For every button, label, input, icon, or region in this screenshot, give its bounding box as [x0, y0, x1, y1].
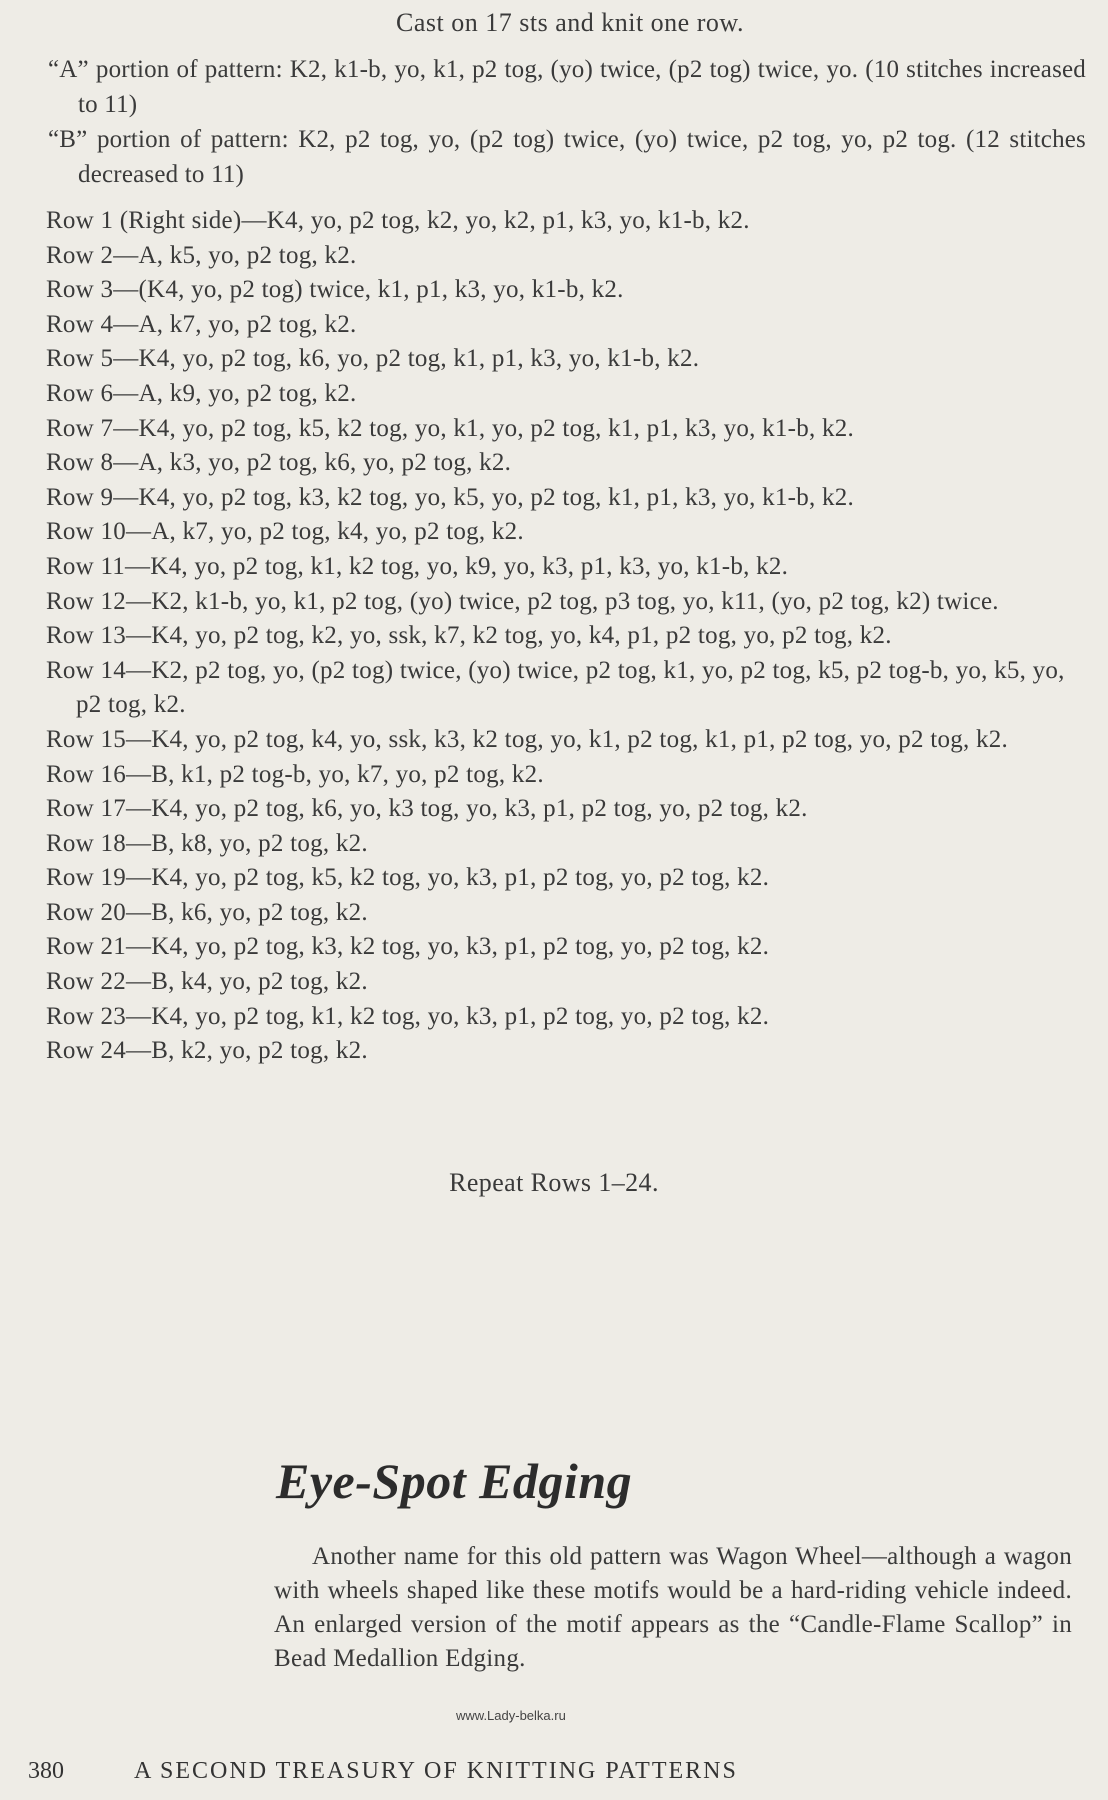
row-instruction: Row 7—K4, yo, p2 tog, k5, k2 tog, yo, k1, yo, p2 tog, k1, p1, k3, yo, k1-b, k2.: [46, 414, 854, 442]
row-instruction: Row 10—A, k7, yo, p2 tog, k4, yo, p2 tog, k2.: [46, 518, 524, 546]
row-instruction: Row 15—K4, yo, p2 tog, k4, yo, ssk, k3, k2 tog, yo, k1, p2 tog, k1, p1, p2 tog, yo, p2 tog, k2.: [46, 725, 1008, 753]
section-intro-paragraph: Another name for this old pattern was Wagon Wheel—although a wagon with wheels shaped like these motifs would be a hard-riding vehicle indeed. An enlarged version of the motif appears as the “Candle-Flame Scallop” in Bead Medallion Edging.: [274, 1543, 1072, 1672]
row-instruction: Row 11—K4, yo, p2 tog, k1, k2 tog, yo, k9, yo, k3, p1, k3, yo, k1-b, k2.: [46, 552, 789, 580]
row-instruction: Row 2—A, k5, yo, p2 tog, k2.: [46, 241, 357, 269]
row-instruction: Row 21—K4, yo, p2 tog, k3, k2 tog, yo, k3, p1, p2 tog, yo, p2 tog, k2.: [46, 933, 770, 961]
cast-on-instruction: Cast on 17 sts and knit one row.: [396, 8, 744, 37]
row-instruction: Row 23—K4, yo, p2 tog, k1, k2 tog, yo, k3, p1, p2 tog, yo, p2 tog, k2.: [46, 1002, 770, 1030]
row-instruction: Row 18—B, k8, yo, p2 tog, k2.: [46, 829, 368, 857]
row-instruction: Row 20—B, k6, yo, p2 tog, k2.: [46, 898, 368, 926]
row-instruction: Row 12—K2, k1-b, yo, k1, p2 tog, (yo) twice, p2 tog, p3 tog, yo, k11, (yo, p2 tog, k2) twice.: [46, 587, 999, 615]
row-instruction: Row 1 (Right side)—K4, yo, p2 tog, k2, yo, k2, p1, k3, yo, k1-b, k2.: [46, 207, 750, 234]
repeat-instruction: Repeat Rows 1–24.: [449, 1168, 659, 1197]
row-instruction: Row 8—A, k3, yo, p2 tog, k6, yo, p2 tog, k2.: [46, 449, 512, 477]
row-instruction: Row 9—K4, yo, p2 tog, k3, k2 tog, yo, k5, yo, p2 tog, k1, p1, k3, yo, k1-b, k2.: [46, 483, 854, 511]
portion-a-definition: “A” portion of pattern: K2, k1-b, yo, k1, p2 tog, (yo) twice, (p2 tog) twice, yo. (10 stitches increased to 11): [48, 56, 1086, 118]
row-instruction: Row 6—A, k9, yo, p2 tog, k2.: [46, 379, 357, 407]
row-instruction: Row 16—B, k1, p2 tog-b, yo, k7, yo, p2 tog, k2.: [46, 760, 544, 788]
section-title: Eye-Spot Edging: [276, 1453, 633, 1509]
row-instruction: Row 19—K4, yo, p2 tog, k5, k2 tog, yo, k3, p1, p2 tog, yo, p2 tog, k2.: [46, 864, 770, 892]
portion-b-definition: “B” portion of pattern: K2, p2 tog, yo, (p2 tog) twice, (yo) twice, p2 tog, yo, p2 tog. (12 stitches decreased to 11): [48, 126, 1086, 188]
row-instruction: Row 22—B, k4, yo, p2 tog, k2.: [46, 968, 368, 996]
row-instruction: Row 3—(K4, yo, p2 tog) twice, k1, p1, k3, yo, k1-b, k2.: [46, 276, 624, 304]
row-instruction: Row 13—K4, yo, p2 tog, k2, yo, ssk, k7, k2 tog, yo, k4, p1, p2 tog, yo, p2 tog, k2.: [46, 622, 892, 650]
row-instructions: [46, 204, 1086, 1069]
row-instruction: Row 17—K4, yo, p2 tog, k6, yo, k3 tog, yo, k3, p1, p2 tog, yo, p2 tog, k2.: [46, 795, 808, 823]
row-instruction: Row 5—K4, yo, p2 tog, k6, yo, p2 tog, k1, p1, k3, yo, k1-b, k2.: [46, 345, 700, 373]
row-instruction: Row 24—B, k2, yo, p2 tog, k2.: [46, 1037, 368, 1065]
row-instruction: Row 14—K2, p2 tog, yo, (p2 tog) twice, (yo) twice, p2 tog, k1, yo, p2 tog, k5, p2 tog-b, yo, k5, yo, p2 tog, k2.: [46, 656, 1065, 719]
page-number: 380: [28, 1758, 64, 1784]
page-footer: [28, 1758, 738, 1785]
row-instruction: Row 4—A, k7, yo, p2 tog, k2.: [46, 310, 357, 338]
running-book-title: A SECOND TREASURY OF KNITTING PATTERNS: [134, 1758, 738, 1784]
watermark-text: www.Lady-belka.ru: [456, 1708, 566, 1723]
